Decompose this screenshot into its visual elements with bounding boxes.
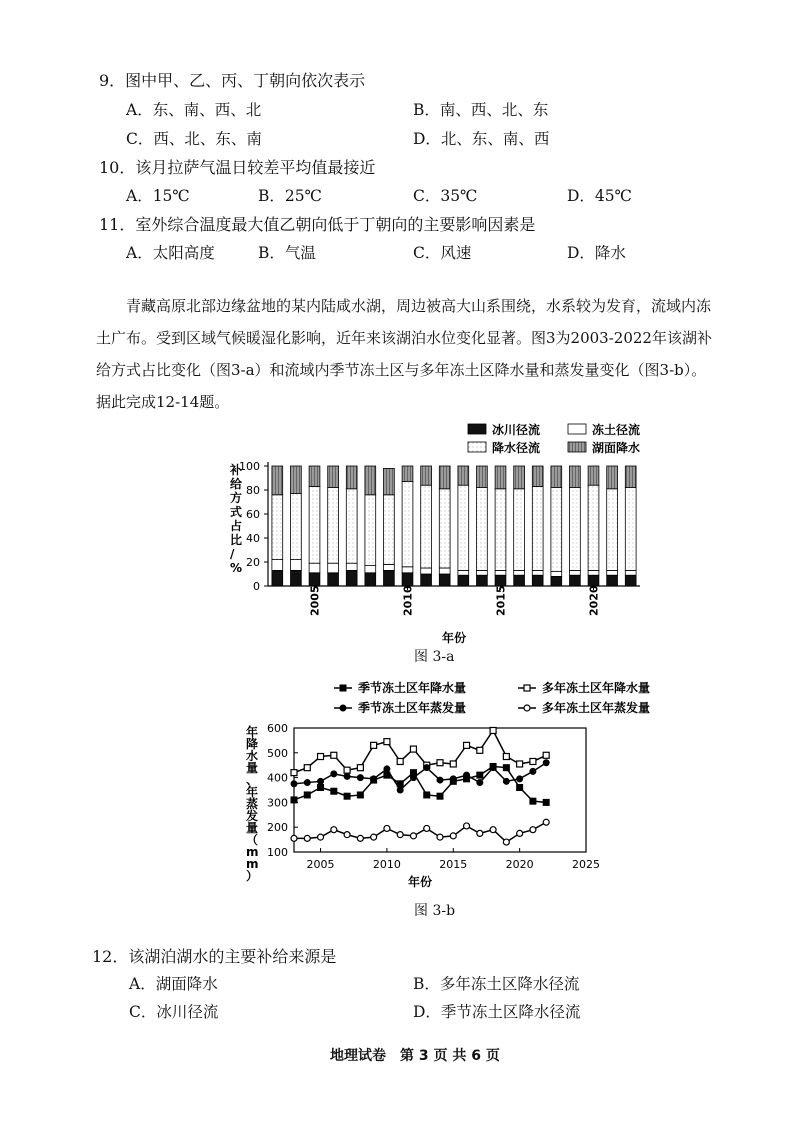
data-point	[543, 752, 549, 758]
bar-segment-降水径流	[495, 489, 506, 571]
data-point	[344, 832, 350, 838]
question-11-option-d[interactable]: D．降水	[567, 244, 626, 262]
bar-segment-降水径流	[421, 485, 432, 568]
question-9-option-d[interactable]: D．北、东、南、西	[413, 130, 550, 148]
data-point	[371, 742, 377, 748]
legend-label: 降水径流	[492, 441, 541, 455]
x-tick-label: 2010	[372, 858, 401, 871]
bar-segment-湖面降水	[588, 466, 599, 485]
bar-segment-湖面降水	[328, 466, 339, 488]
legend-label: 季节冻土区年蒸发量	[358, 701, 467, 715]
bar-segment-降水径流	[365, 495, 376, 566]
x-tick-label: 2020	[587, 585, 601, 616]
data-point	[477, 780, 483, 786]
x-tick-label: 2005	[306, 858, 335, 871]
bar-segment-冰川径流	[477, 575, 488, 586]
bar-segment-降水径流	[607, 489, 618, 571]
y-tick-label: 80	[246, 484, 260, 497]
data-point	[530, 768, 536, 774]
bar-segment-冻土径流	[346, 563, 357, 570]
bar-segment-湖面降水	[570, 466, 581, 488]
bar-segment-湖面降水	[607, 466, 618, 489]
question-9-stem: 9．图中甲、乙、丙、丁朝向依次表示	[99, 71, 366, 90]
data-point	[503, 754, 509, 760]
data-point	[410, 833, 416, 839]
bar-segment-冰川径流	[402, 573, 413, 586]
bar-segment-降水径流	[458, 485, 469, 570]
bar-segment-降水径流	[309, 486, 320, 563]
x-axis-label: 年份	[407, 875, 433, 889]
question-10-option-b[interactable]: B．25℃	[258, 187, 322, 205]
data-point	[318, 754, 324, 760]
legend-label: 湖面降水	[592, 441, 641, 455]
question-12-option-a[interactable]: A．湖面降水	[129, 975, 218, 993]
legend-swatch-冰川径流	[468, 424, 486, 434]
data-point	[410, 746, 416, 752]
bar-segment-降水径流	[439, 489, 450, 568]
bar-segment-降水径流	[291, 494, 302, 560]
bar-segment-湖面降水	[421, 466, 432, 485]
legend-label: 多年冻土区年蒸发量	[542, 701, 651, 715]
data-point	[503, 839, 509, 845]
bar-segment-冻土径流	[328, 563, 339, 573]
bar-segment-冻土径流	[514, 570, 525, 575]
data-point	[517, 785, 523, 791]
bar-segment-降水径流	[588, 485, 599, 570]
data-point	[437, 793, 443, 799]
legend-label: 多年冻土区年降水量	[542, 681, 651, 695]
x-tick-label: 2010	[401, 585, 415, 616]
bar-segment-湖面降水	[346, 466, 357, 489]
legend-label: 冻土径流	[592, 423, 641, 437]
data-point	[450, 761, 456, 767]
bar-segment-降水径流	[570, 488, 581, 571]
bar-segment-湖面降水	[272, 466, 283, 495]
y-tick-label: 100	[239, 460, 260, 473]
bar-segment-冰川径流	[570, 575, 581, 586]
bar-segment-冰川径流	[495, 575, 506, 586]
data-point	[437, 834, 443, 840]
legend-marker	[524, 685, 530, 691]
question-9-option-b[interactable]: B．南、西、北、东	[413, 101, 549, 119]
data-point	[477, 772, 483, 778]
data-point	[291, 781, 297, 787]
bar-segment-冰川径流	[346, 570, 357, 586]
data-point	[530, 827, 536, 833]
data-point	[331, 752, 337, 758]
data-point	[437, 777, 443, 783]
bar-segment-湖面降水	[625, 466, 636, 488]
figure-3a-stacked-bar-chart	[200, 418, 660, 648]
question-11-option-a[interactable]: A．太阳高度	[126, 244, 215, 262]
data-point	[371, 776, 377, 782]
x-axis-label: 年份	[441, 631, 467, 645]
bar-segment-降水径流	[402, 482, 413, 567]
bar-segment-湖面降水	[291, 466, 302, 494]
data-point	[397, 787, 403, 793]
bar-segment-冻土径流	[532, 570, 543, 575]
x-tick-label: 2005	[308, 585, 322, 616]
legend-label: 冰川径流	[492, 423, 541, 437]
bar-segment-冰川径流	[458, 575, 469, 586]
question-10-stem: 10．该月拉萨气温日较差平均值最接近	[99, 158, 376, 177]
data-point	[543, 819, 549, 825]
data-point	[318, 834, 324, 840]
legend-swatch-降水径流	[468, 442, 486, 452]
data-point	[464, 742, 470, 748]
legend-marker	[340, 705, 346, 711]
question-11-stem: 11．室外综合温度最大值乙朝向低于丁朝向的主要影响因素是	[99, 215, 536, 234]
x-tick-label: 2020	[505, 858, 534, 871]
data-point	[464, 823, 470, 829]
bar-segment-冰川径流	[625, 575, 636, 586]
data-point	[318, 785, 324, 791]
bar-segment-冰川径流	[439, 574, 450, 586]
bar-segment-湖面降水	[402, 466, 413, 482]
data-point	[477, 747, 483, 753]
reading-passage	[96, 290, 716, 418]
bar-segment-冻土径流	[607, 570, 618, 575]
data-point	[384, 825, 390, 831]
bar-segment-降水径流	[477, 488, 488, 571]
question-10-option-d[interactable]: D．45℃	[567, 187, 632, 205]
bar-segment-降水径流	[532, 486, 543, 570]
bar-segment-冰川径流	[607, 575, 618, 586]
question-10-option-c[interactable]: C．35℃	[413, 187, 478, 205]
data-point	[543, 760, 549, 766]
bar-segment-冰川径流	[365, 573, 376, 586]
figure-3b-caption: 图 3-b	[414, 903, 456, 919]
bar-segment-湖面降水	[309, 466, 320, 486]
data-point	[357, 765, 363, 771]
bar-segment-湖面降水	[495, 466, 506, 489]
data-point	[371, 834, 377, 840]
bar-segment-冻土径流	[495, 570, 506, 575]
bar-segment-湖面降水	[477, 466, 488, 488]
data-point	[291, 835, 297, 841]
data-point	[304, 792, 310, 798]
data-point	[490, 727, 496, 733]
data-point	[424, 825, 430, 831]
bar-segment-冰川径流	[272, 570, 283, 586]
bar-segment-湖面降水	[551, 466, 562, 488]
data-point	[344, 773, 350, 779]
bar-segment-冻土径流	[551, 572, 562, 577]
bar-segment-降水径流	[514, 489, 525, 571]
bar-segment-冻土径流	[588, 570, 599, 575]
bar-segment-冻土径流	[477, 570, 488, 575]
y-tick-label: 200	[267, 821, 288, 835]
bar-segment-冻土径流	[625, 570, 636, 575]
data-point	[490, 827, 496, 833]
y-tick-label: 300	[267, 796, 288, 810]
data-point	[437, 760, 443, 766]
bar-segment-降水径流	[625, 488, 636, 571]
data-point	[304, 765, 310, 771]
y-tick-label: 400	[267, 771, 288, 785]
passage-text: 青藏高原北部边缘盆地的某内陆咸水湖，周边被高大山系围绕，水系较为发育，流域内冻土广布。受到区域气候暖湿化影响，近年来该湖泊水位变化显著。图3为2003-2022年该湖补给方式占比变化（图3-a）和流域内季节冻土区与多年冻土区降水量和蒸发量变化（图3-b）。据此完成12-14题。	[96, 297, 712, 411]
data-point	[331, 771, 337, 777]
bar-segment-湖面降水	[514, 466, 525, 489]
bar-segment-冻土径流	[421, 568, 432, 574]
bar-segment-冰川径流	[309, 573, 320, 586]
bar-segment-冰川径流	[291, 570, 302, 586]
data-point	[464, 772, 470, 778]
bar-segment-湖面降水	[384, 468, 395, 494]
bar-segment-冻土径流	[570, 570, 581, 575]
legend-label: 季节冻土区年降水量	[358, 681, 467, 695]
data-point	[503, 778, 509, 784]
legend-swatch-冻土径流	[568, 424, 586, 434]
data-point	[424, 765, 430, 771]
bar-segment-降水径流	[272, 495, 283, 560]
legend-marker	[340, 685, 346, 691]
data-point	[304, 835, 310, 841]
bar-segment-冻土径流	[272, 560, 283, 571]
question-9-option-c[interactable]: C．西、北、东、南	[126, 130, 262, 148]
data-point	[318, 778, 324, 784]
bar-segment-冻土径流	[365, 566, 376, 573]
question-11-option-c[interactable]: C．风速	[413, 244, 472, 262]
question-9-option-a[interactable]: A．东、南、西、北	[126, 101, 262, 119]
bar-segment-湖面降水	[532, 466, 543, 486]
data-point	[344, 767, 350, 773]
data-point	[530, 798, 536, 804]
data-point	[384, 766, 390, 772]
legend-marker	[524, 705, 530, 711]
data-point	[304, 780, 310, 786]
data-point	[344, 793, 350, 799]
bar-segment-冰川径流	[551, 576, 562, 586]
bar-segment-冰川径流	[588, 575, 599, 586]
figure-3b-line-chart	[200, 676, 660, 896]
bar-segment-冰川径流	[532, 575, 543, 586]
legend-swatch-湖面降水	[568, 442, 586, 452]
bar-segment-冰川径流	[421, 574, 432, 586]
data-point	[397, 832, 403, 838]
data-point	[331, 788, 337, 794]
bar-segment-湖面降水	[439, 466, 450, 489]
bar-segment-冻土径流	[384, 564, 395, 570]
data-point	[331, 827, 337, 833]
data-point	[291, 770, 297, 776]
bar-segment-湖面降水	[365, 466, 376, 495]
y-tick-label: 500	[267, 746, 288, 760]
x-tick-label: 2025	[572, 858, 600, 871]
bar-segment-冰川径流	[384, 570, 395, 586]
bar-segment-冰川径流	[328, 573, 339, 586]
data-point	[397, 758, 403, 764]
bar-segment-冻土径流	[458, 570, 469, 575]
y-tick-label: 0	[253, 580, 260, 593]
data-point	[517, 776, 523, 782]
y-tick-label: 100	[267, 846, 288, 859]
question-12-option-d[interactable]: D．季节冻土区降水径流	[413, 1003, 581, 1021]
data-point	[490, 765, 496, 771]
bar-segment-冻土径流	[291, 560, 302, 571]
question-12-stem: 12．该湖泊湖水的主要补给来源是	[92, 947, 337, 966]
y-tick-label: 600	[267, 722, 288, 735]
x-tick-label: 2015	[494, 585, 508, 616]
data-point	[450, 776, 456, 782]
data-point	[291, 797, 297, 803]
bar-segment-降水径流	[328, 488, 339, 564]
data-point	[384, 739, 390, 745]
question-11-option-b[interactable]: B．气温	[258, 244, 316, 262]
question-12-option-b[interactable]: B．多年冻土区降水径流	[413, 975, 580, 993]
y-axis-label: 补给方式占比/ %	[230, 463, 243, 575]
bar-segment-冰川径流	[514, 575, 525, 586]
data-point	[543, 799, 549, 805]
data-point	[357, 775, 363, 781]
bar-segment-冻土径流	[402, 567, 413, 573]
bar-segment-降水径流	[551, 488, 562, 572]
data-point	[410, 775, 416, 781]
question-10-option-a[interactable]: A．15℃	[126, 187, 190, 205]
data-point	[530, 758, 536, 764]
data-point	[450, 833, 456, 839]
bar-segment-降水径流	[346, 489, 357, 563]
y-axis-label: 年降水量、年蒸发量（ m m ）	[246, 725, 259, 883]
data-point	[503, 765, 509, 771]
y-tick-label: 40	[246, 532, 260, 545]
figure-3a-caption: 图 3-a	[414, 649, 455, 665]
data-point	[424, 792, 430, 798]
question-12-option-c[interactable]: C．冰川径流	[129, 1003, 219, 1021]
data-point	[357, 792, 363, 798]
bar-segment-降水径流	[384, 495, 395, 565]
data-point	[477, 830, 483, 836]
bar-segment-冻土径流	[439, 568, 450, 574]
data-point	[517, 761, 523, 767]
bar-segment-湖面降水	[458, 466, 469, 485]
bar-segment-冻土径流	[309, 563, 320, 573]
data-point	[357, 835, 363, 841]
plot-frame	[294, 728, 586, 852]
y-tick-label: 20	[246, 556, 260, 569]
x-tick-label: 2015	[439, 858, 468, 871]
y-tick-label: 60	[246, 508, 260, 521]
page-footer: 地理试卷 第 3 页 共 6 页	[330, 1048, 500, 1064]
data-point	[517, 830, 523, 836]
